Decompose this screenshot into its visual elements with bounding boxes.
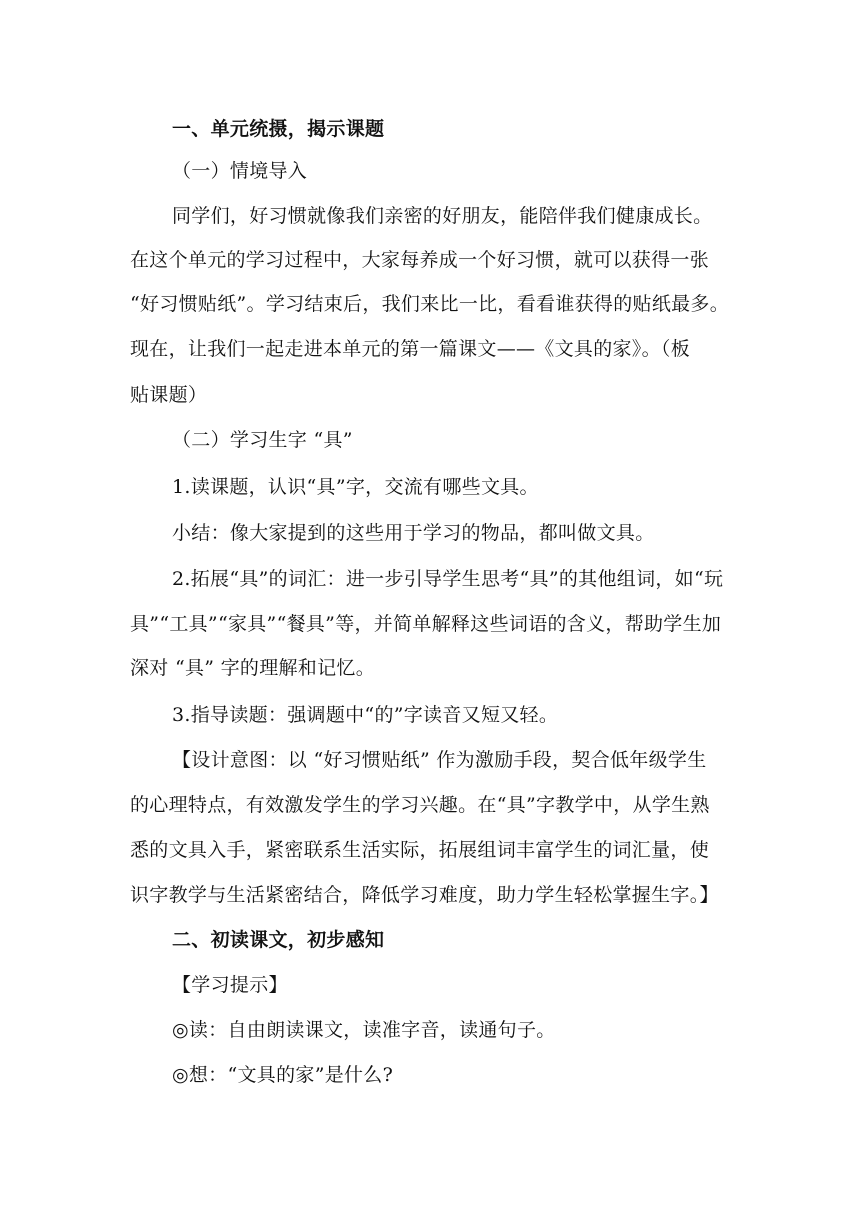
- list-item: 2.拓展“具”的词汇：进一步引导学生思考“具”的其他组词，如“玩: [172, 568, 724, 590]
- paragraph-line: 贴课题）: [130, 384, 208, 406]
- summary-line: 小结：像大家提到的这些用于学习的物品，都叫做文具。: [172, 522, 655, 544]
- subsection-heading-2: （二）学习生字 “具”: [172, 429, 353, 451]
- paragraph-line: 具”“工具”“家具”“餐具”等，并简单解释这些词语的含义，帮助学生加: [130, 613, 722, 635]
- prompt-line: ◎读：自由朗读课文，读准字音，读通句子。: [172, 1019, 556, 1041]
- prompt-line: ◎想：“文具的家”是什么?: [172, 1064, 394, 1086]
- section-heading-1: 一、单元统摄，揭示课题: [172, 118, 385, 140]
- list-item: 1.读课题，认识“具”字，交流有哪些文具。: [172, 476, 539, 498]
- paragraph-line: 现在，让我们一起走进本单元的第一篇课文——《文具的家》。（板: [130, 338, 691, 360]
- list-item: 3.指导读题：强调题中“的”字读音又短又轻。: [172, 704, 559, 726]
- paragraph-line: 同学们，好习惯就像我们亲密的好朋友，能陪伴我们健康成长。: [172, 205, 713, 227]
- design-intent-line: 悉的文具入手，紧密联系生活实际，拓展组词丰富学生的词汇量，使: [130, 839, 710, 861]
- section-heading-2: 二、初读课文，初步感知: [172, 929, 385, 951]
- paragraph-line: 在这个单元的学习过程中，大家每养成一个好习惯，就可以获得一张: [130, 249, 710, 271]
- design-intent-line: 的心理特点，有效激发学生的学习兴趣。在“具”字教学中，从学生熟: [130, 794, 710, 816]
- paragraph-line: 深对 “具” 字的理解和记忆。: [130, 657, 376, 679]
- paragraph-line: “好习惯贴纸”。学习结束后，我们来比一比，看看谁获得的贴纸最多。: [130, 293, 730, 315]
- subsection-heading-3: 【学习提示】: [172, 974, 288, 996]
- design-intent-line: 【设计意图：以 “好习惯贴纸” 作为激励手段，契合低年级学生: [172, 749, 707, 771]
- design-intent-line: 识字教学与生活紧密结合，降低学习难度，助力学生轻松掌握生字。】: [130, 884, 719, 906]
- subsection-heading-1: （一）情境导入: [172, 160, 308, 182]
